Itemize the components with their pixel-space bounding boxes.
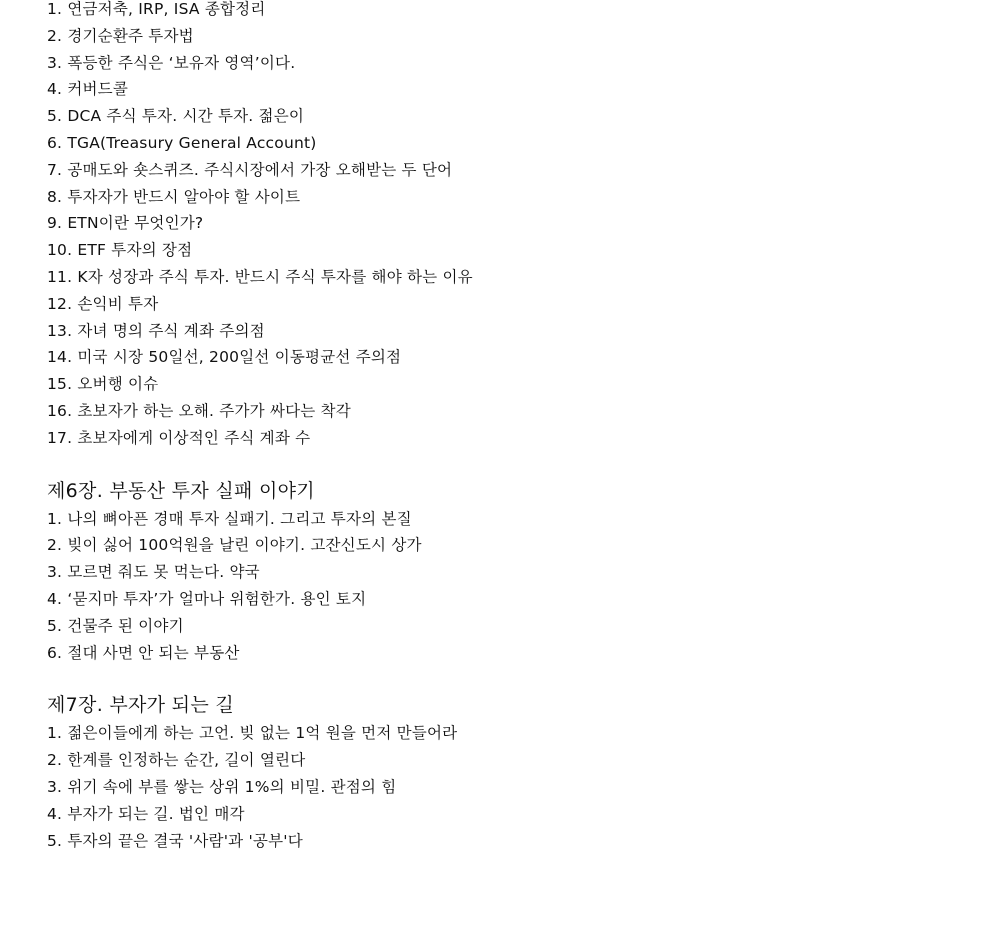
list-item: 3. 모르면 줘도 못 먹는다. 약국 <box>47 563 260 582</box>
list-item: 9. ETN이란 무엇인가? <box>47 214 204 233</box>
list-item: 6. TGA(Treasury General Account) <box>47 133 317 152</box>
list-item: 2. 경기순환주 투자법 <box>47 26 194 45</box>
list-item: 17. 초보자에게 이상적인 주식 계좌 수 <box>47 428 311 447</box>
list-item: 10. ETF 투자의 장점 <box>47 241 193 260</box>
list-item: 4. 부자가 되는 길. 법인 매각 <box>47 804 245 823</box>
section-6 <box>47 476 967 667</box>
list-item: 2. 한계를 인정하는 순간, 길이 열린다 <box>47 751 306 770</box>
list-item: 8. 투자자가 반드시 알아야 할 사이트 <box>47 187 301 206</box>
list-item: 1. 연금저축, IRP, ISA 종합정리 <box>47 0 266 18</box>
section-7 <box>47 690 967 854</box>
list-item: 14. 미국 시장 50일선, 200일선 이동평균선 주의점 <box>47 348 402 367</box>
section-heading: 제6장. 부동산 투자 실패 이야기 <box>47 479 315 502</box>
list-item: 4. ‘묻지마 투자’가 얼마나 위험한가. 용인 토지 <box>47 589 367 608</box>
section-spacer <box>47 452 967 476</box>
list-item: 1. 나의 뼈아픈 경매 투자 실패기. 그리고 투자의 본질 <box>47 509 412 528</box>
section-5-list <box>47 0 967 452</box>
section-spacer <box>47 666 967 690</box>
list-item: 7. 공매도와 숏스퀴즈. 주식시장에서 가장 오해받는 두 단어 <box>47 160 453 179</box>
list-item: 11. K자 성장과 주식 투자. 반드시 주식 투자를 해야 하는 이유 <box>47 267 473 286</box>
list-item: 16. 초보자가 하는 오해. 주가가 싸다는 착각 <box>47 401 351 420</box>
table-of-contents <box>47 0 967 854</box>
list-item: 5. 투자의 끝은 결국 '사람'과 '공부'다 <box>47 831 303 850</box>
list-item: 12. 손익비 투자 <box>47 294 159 313</box>
list-item: 5. DCA 주식 투자. 시간 투자. 젊은이 <box>47 107 305 126</box>
list-item: 4. 커버드콜 <box>47 80 129 99</box>
list-item: 3. 폭등한 주식은 ‘보유자 영역’이다. <box>47 53 296 72</box>
list-item: 2. 빚이 싫어 100억원을 날린 이야기. 고잔신도시 상가 <box>47 536 422 555</box>
section-heading: 제7장. 부자가 되는 길 <box>47 694 234 717</box>
list-item: 5. 건물주 된 이야기 <box>47 616 184 635</box>
list-item: 6. 절대 사면 안 되는 부동산 <box>47 643 240 662</box>
list-item: 1. 젊은이들에게 하는 고언. 빚 없는 1억 원을 먼저 만들어라 <box>47 724 458 743</box>
list-item: 15. 오버행 이슈 <box>47 375 159 394</box>
list-item: 3. 위기 속에 부를 쌓는 상위 1%의 비밀. 관점의 힘 <box>47 777 397 796</box>
list-item: 13. 자녀 명의 주식 계좌 주의점 <box>47 321 265 340</box>
